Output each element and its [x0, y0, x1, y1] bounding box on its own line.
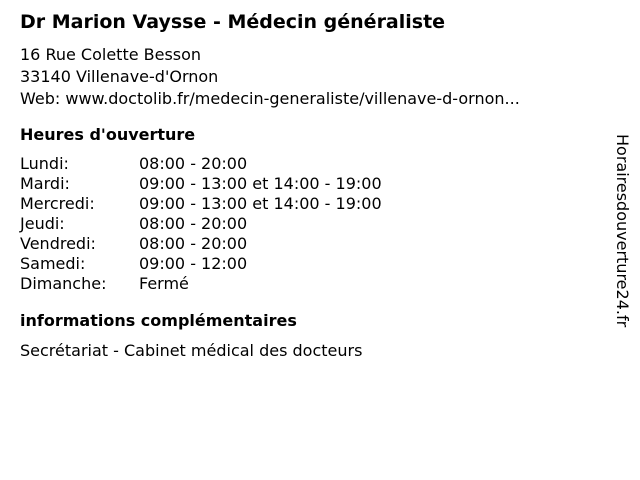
site-watermark: Horairesdouverture24.fr: [613, 134, 632, 328]
hours-day: Dimanche:: [20, 274, 107, 293]
hours-row-thursday: [20, 214, 600, 234]
hours-day: Jeudi:: [20, 214, 65, 233]
hours-time: 09:00 - 13:00 et 14:00 - 19:00: [139, 194, 382, 213]
hours-day: Mercredi:: [20, 194, 95, 213]
hours-row-sunday: [20, 274, 600, 294]
hours-time: 08:00 - 20:00: [139, 154, 248, 173]
address-street: 16 Rue Colette Besson: [20, 45, 202, 64]
additional-info-heading: informations complémentaires: [20, 311, 297, 330]
hours-time: 09:00 - 13:00 et 14:00 - 19:00: [139, 174, 382, 193]
additional-info-text: Secrétariat - Cabinet médical des docteurs: [20, 341, 363, 360]
hours-time: 08:00 - 20:00: [139, 214, 248, 233]
hours-row-friday: [20, 234, 600, 254]
address-city: 33140 Villenave-d'Ornon: [20, 67, 219, 86]
hours-row-wednesday: [20, 194, 600, 214]
hours-day: Lundi:: [20, 154, 69, 173]
opening-hours-heading: Heures d'ouverture: [20, 125, 196, 144]
hours-day: Mardi:: [20, 174, 70, 193]
hours-row-saturday: [20, 254, 600, 274]
hours-day: Vendredi:: [20, 234, 96, 253]
hours-time: 09:00 - 12:00: [139, 254, 248, 273]
website-line: Web: www.doctolib.fr/medecin-generaliste/villenave-d-ornon...: [20, 89, 520, 108]
hours-row-tuesday: [20, 174, 600, 194]
hours-row-monday: [20, 154, 600, 174]
practice-title: Dr Marion Vaysse - Médecin généraliste: [20, 11, 446, 33]
opening-hours-table: [20, 154, 600, 294]
hours-time: Fermé: [139, 274, 189, 293]
hours-time: 08:00 - 20:00: [139, 234, 248, 253]
practice-card: [20, 8, 600, 362]
hours-day: Samedi:: [20, 254, 86, 273]
